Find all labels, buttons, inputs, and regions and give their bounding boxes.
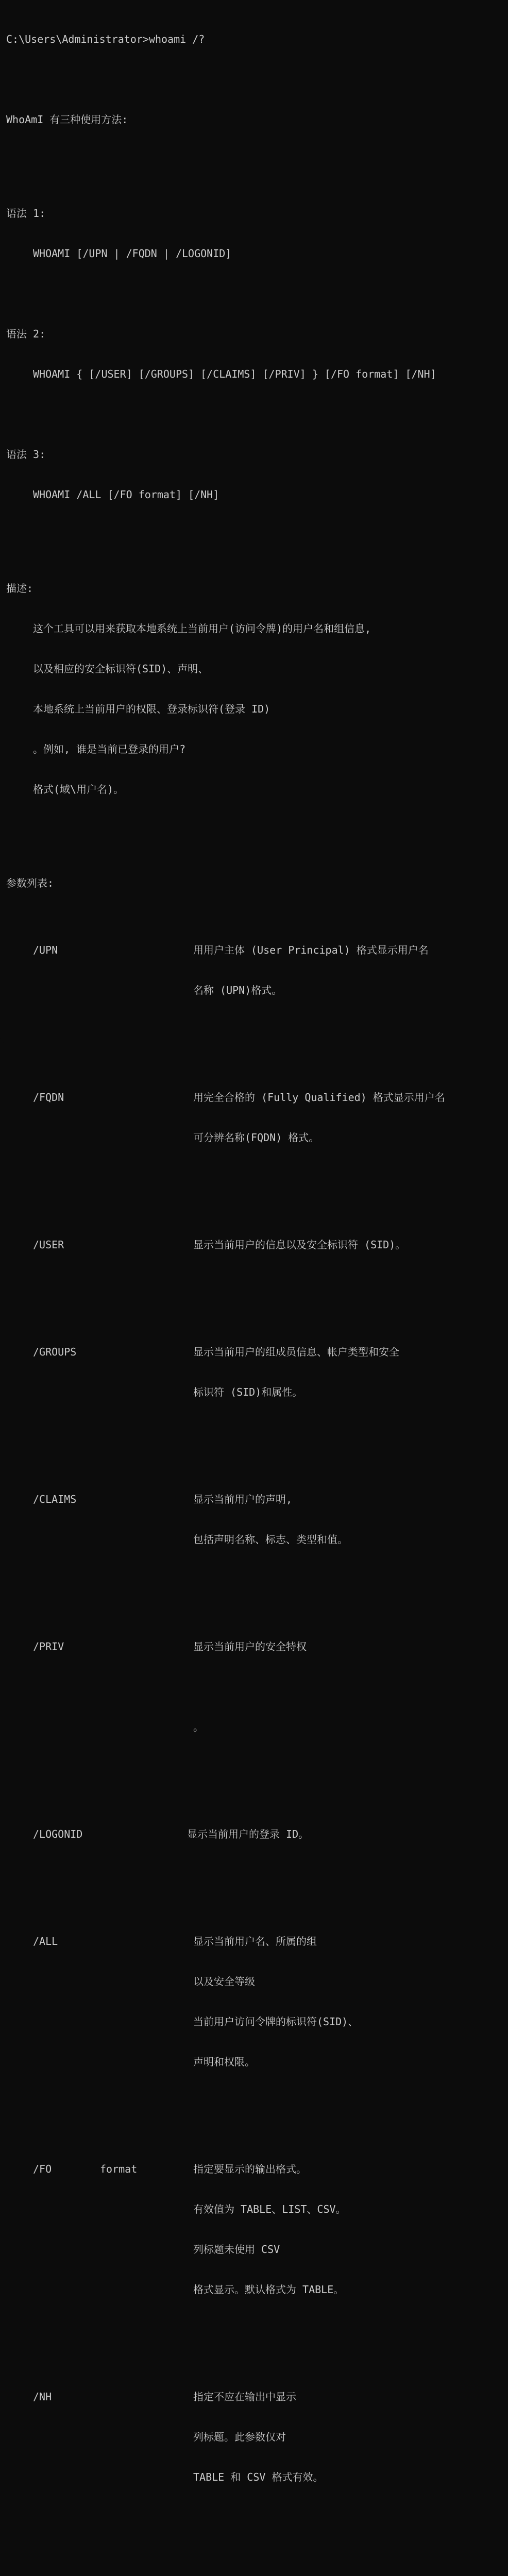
param-name: /UPN: [33, 944, 58, 956]
description-line: 格式(域\用户名)。: [33, 783, 124, 795]
param-desc: 声明和权限。: [193, 2056, 255, 2068]
intro-line: WhoAmI 有三种使用方法:: [6, 113, 128, 126]
param-desc: 用完全合格的 (Fully Qualified) 格式显示用户名: [193, 1091, 445, 1104]
param-logonid: [6, 1827, 501, 1841]
syntax-1-usage: WHOAMI [/UPN | /FQDN | /LOGONID]: [33, 247, 232, 260]
param-name: /FQDN: [33, 1091, 64, 1104]
param-desc: 指定不应在输出中显示: [193, 2391, 296, 2403]
param-fqdn: [6, 1091, 501, 1104]
param-name: /NH: [33, 2391, 52, 2403]
param-upn: [6, 943, 501, 957]
param-desc: 有效值为 TABLE、LIST、CSV。: [193, 2203, 346, 2215]
param-name: /USER: [33, 1239, 64, 1251]
command-prompt-line: C:\Users\Administrator>whoami /?: [6, 33, 205, 45]
param-desc: 包括声明名称、标志、类型和值。: [193, 1533, 348, 1546]
terminal-output: [6, 6, 501, 2576]
param-desc: 以及安全等级: [193, 1975, 255, 1988]
param-desc: 当前用户访问令牌的标识符(SID)、: [193, 2015, 359, 2028]
param-all: [6, 1935, 501, 1948]
param-desc: 显示当前用户名、所属的组: [193, 1935, 317, 1947]
param-desc: 标识符 (SID)和属性。: [193, 1386, 303, 1398]
param-name: /CLAIMS: [33, 1493, 77, 1505]
description-line: 这个工具可以用来获取本地系统上当前用户(访问令牌)的用户名和组信息,: [33, 622, 371, 635]
param-desc: 列标题。此参数仅对: [193, 2431, 286, 2443]
param-desc: 格式显示。默认格式为 TABLE。: [193, 2283, 344, 2296]
description-line: 本地系统上当前用户的权限、登录标识符(登录 ID): [33, 703, 270, 715]
param-name: /PRIV: [33, 1640, 64, 1653]
param-desc: 名称 (UPN)格式。: [193, 984, 282, 996]
param-desc: 显示当前用户的组成员信息、帐户类型和安全: [193, 1346, 399, 1358]
description-line: 以及相应的安全标识符(SID)、声明、: [33, 663, 209, 675]
syntax-3-usage: WHOAMI /ALL [/FO format] [/NH]: [33, 488, 219, 501]
param-user: [6, 1238, 501, 1251]
param-name: /LOGONID: [33, 1828, 83, 1840]
param-desc: 指定要显示的输出格式。: [193, 2163, 307, 2175]
param-desc: 用用户主体 (User Principal) 格式显示用户名: [193, 944, 429, 956]
param-desc: 显示当前用户的声明,: [193, 1493, 293, 1505]
param-desc: 显示当前用户的安全特权: [193, 1640, 307, 1653]
description-line: 。例如, 谁是当前已登录的用户?: [33, 743, 186, 755]
param-priv: [6, 1640, 501, 1653]
param-groups: [6, 1345, 501, 1359]
param-desc: TABLE 和 CSV 格式有效。: [193, 2471, 324, 2483]
syntax-3-label: 语法 3:: [6, 448, 46, 461]
description-label: 描述:: [6, 582, 33, 595]
param-desc: 可分辨名称(FQDN) 格式。: [193, 1131, 319, 1144]
syntax-1-label: 语法 1:: [6, 207, 46, 219]
param-desc: 显示当前用户的信息以及安全标识符 (SID)。: [193, 1239, 406, 1251]
param-name: /FO: [33, 2163, 52, 2175]
syntax-2-usage: WHOAMI { [/USER] [/GROUPS] [/CLAIMS] [/PRIV] } [/FO format] [/NH]: [33, 368, 436, 380]
param-fo: [6, 2162, 501, 2176]
syntax-2-label: 语法 2:: [6, 328, 46, 340]
param-name: /ALL: [33, 1935, 58, 1947]
param-name: /GROUPS: [33, 1346, 77, 1358]
param-desc: 。: [193, 1721, 204, 1733]
param-desc: 列标题未使用 CSV: [193, 2243, 280, 2256]
param-nh: [6, 2390, 501, 2403]
param-desc: 显示当前用户的登录 ID。: [187, 1828, 309, 1840]
param-format: format: [100, 2163, 138, 2175]
param-claims: [6, 1493, 501, 1506]
params-label: 参数列表:: [6, 877, 54, 889]
